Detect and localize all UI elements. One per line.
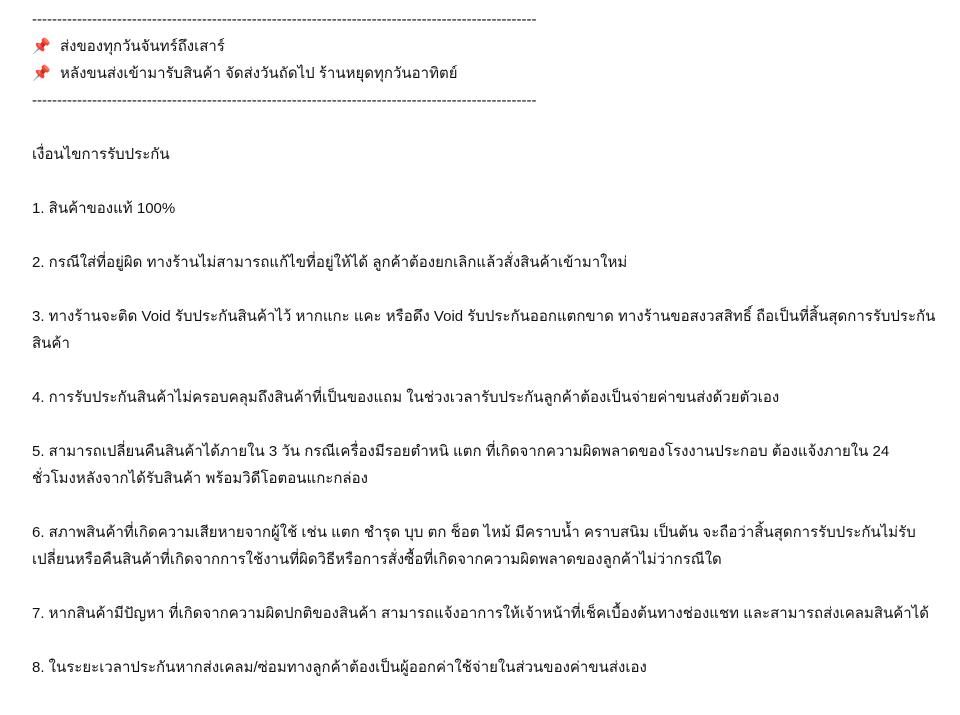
note-item [32, 33, 937, 60]
warranty-heading: เงื่อนไขการรับประกัน [32, 146, 170, 163]
separator-top: ----------------------------------------------------------------------------------------------------- [32, 11, 537, 28]
product-description [32, 6, 937, 681]
condition-item: 1. สินค้าของแท้ 100% [32, 200, 176, 217]
pushpin-icon: 📌 [32, 65, 51, 82]
condition-item: 5. สามารถเปลี่ยนคืนสินค้าได้ภายใน 3 วัน กรณีเครื่องมีรอยตำหนิ แตก ที่เกิดจากความผิดพลาดของโรงงานประกอบ ต้องแจ้งภายใน 24 ชั่วโมงหลังจากได้รับสินค้า พร้อมวิดีโอตอนแกะกล่อง [32, 443, 890, 487]
condition-item: 4. การรับประกันสินค้าไม่ครอบคลุมถึงสินค้าที่เป็นของแถม ในช่วงเวลารับประกันลูกค้าต้องเป็นจ่ายค่าขนส่งด้วยตัวเอง [32, 389, 780, 406]
condition-item: 8. ในระยะเวลาประกันหากส่งเคลม/ซ่อมทางลูกค้าต้องเป็นผู้ออกค่าใช้จ่ายในส่วนของค่าขนส่งเอง [32, 659, 647, 676]
note-item [32, 60, 937, 87]
note-text: หลังขนส่งเข้ามารับสินค้า จัดส่งวันถัดไป ร้านหยุดทุกวันอาทิตย์ [60, 65, 458, 82]
condition-item: 2. กรณีใส่ที่อยู่ผิด ทางร้านไม่สามารถแก้ไขที่อยู่ให้ได้ ลูกค้าต้องยกเลิกแล้วสั่งสินค้าเข้ามาใหม่ [32, 254, 628, 271]
condition-item: 3. ทางร้านจะติด Void รับประกันสินค้าไว้ หากแกะ แคะ หรือดึง Void รับประกันออกแตกขาด ทางร้านขอสงวสสิทธิ์ ถือเป็นที่สิ้นสุดการรับประกันสินค้า [32, 308, 936, 352]
note-text: ส่งของทุกวันจันทร์ถึงเสาร์ [60, 38, 225, 55]
condition-item: 7. หากสินค้ามีปัญหา ที่เกิดจากความผิดปกติของสินค้า สามารถแจ้งอาการให้เจ้าหน้าที่เช็คเบื้องต้นทางช่องแชท และสามารถส่งเคลมสินค้าได้ [32, 605, 929, 622]
pushpin-icon: 📌 [32, 38, 51, 55]
condition-item: 6. สภาพสินค้าที่เกิดความเสียหายจากผู้ใช้ เช่น แตก ชำรุด บุบ ตก ช็อต ไหม้ มีคราบน้ำ คราบสนิม เป็นต้น จะถือว่าสิ้นสุดการรับประกันไม่รับเปลี่ยนหรือคืนสินค้าที่เกิดจากการใช้งานที่ผิดวิธีหรือการสั่งซื้อที่เกิดจากความผิดพลาดของลูกค้าไม่ว่ากรณีใด [32, 524, 916, 568]
separator-bottom: ----------------------------------------------------------------------------------------------------- [32, 92, 537, 109]
